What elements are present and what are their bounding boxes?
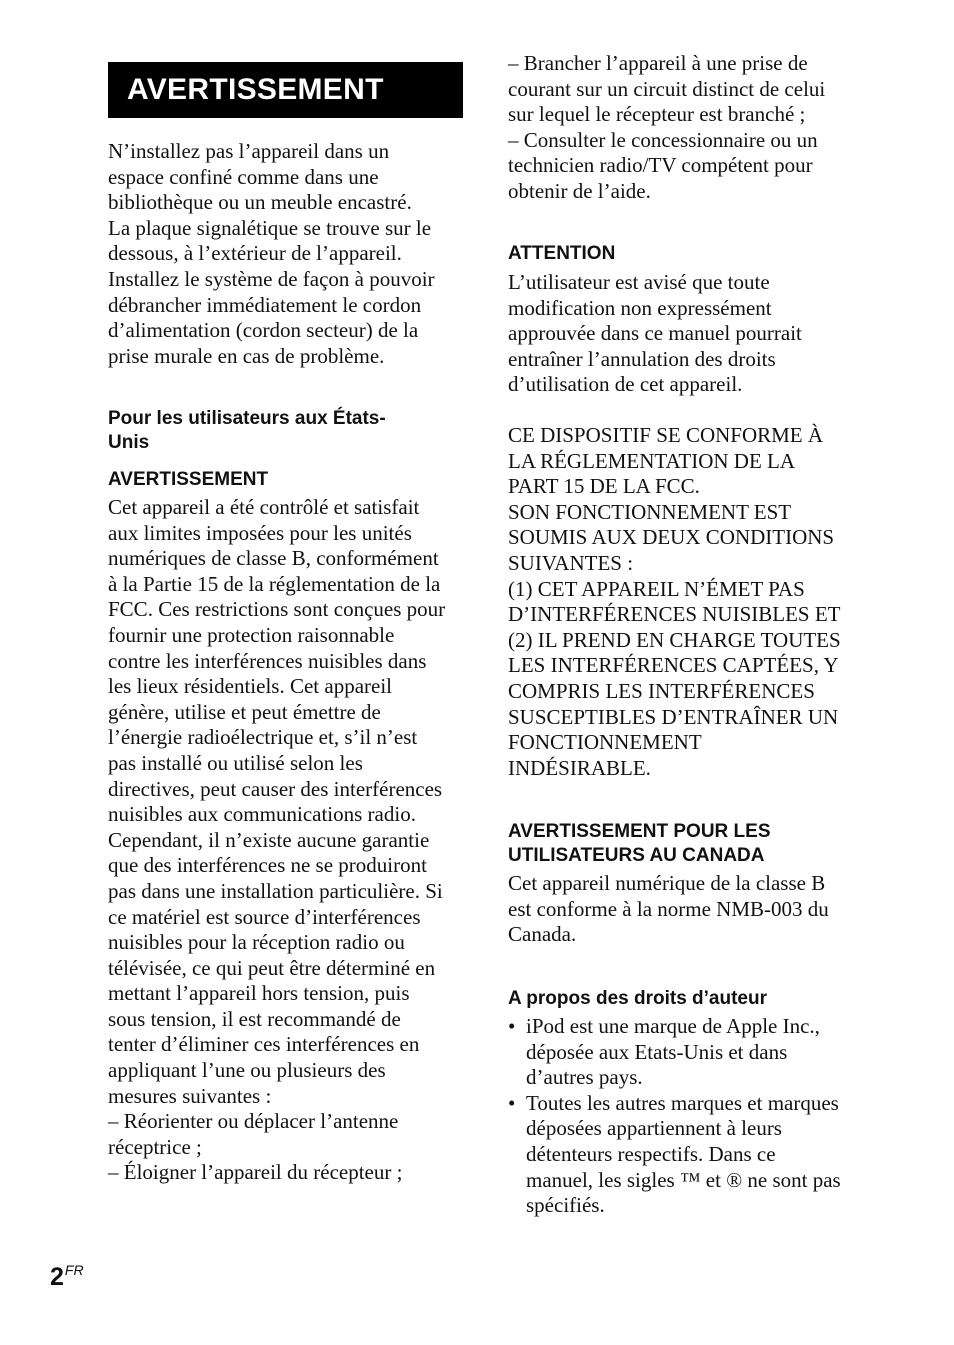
us-section (108, 407, 488, 455)
copyright-list (508, 1014, 888, 1219)
intro-text: N’installez pas l’appareil dans un espace confiné comme dans une bibliothèque ou un meuble encastré. La plaque signalétique se trouve sur le dessous, à l’extérieur de l’appareil. Installez le système de façon à pouvoir débrancher immédiatement le cordon d’alimentation (cordon secteur) de la prise murale en cas de problème. (108, 139, 435, 368)
attention-heading: ATTENTION (508, 243, 616, 264)
list-item (508, 1091, 888, 1219)
page-number (50, 1262, 84, 1292)
us-body: Cet appareil a été contrôlé et satisfait aux limites imposées pour les unités numériques de classe B, conformément à la Partie 15 de la réglementation de la FCC. Ces restrictions sont conçues pour fournir une protection raisonnable contre les interférences nuisibles dans les lieux résidentiels. Cet appareil génère, utilise et peut émettre de l’énergie radioélectrique et, s’il n’est pas installé ou utilisé selon les directives, peut causer des interférences nuisibles aux communications radio. Cependant, il n’existe aucune garantie que des interférences ne se produiront pas dans une installation particulière. Si ce matériel est source d’interférences nuisibles pour la réception radio ou télévisée, ce qui peut être déterminé en mettant l’appareil hors tension, puis sous tension, il est recommandé de tenter d’éliminer ces interférences en appliquant l’une ou plusieurs des mesures suivantes : – Réorienter ou déplacer l’antenne réceptrice ; – Éloigner l’appareil du récepteur ; (108, 495, 446, 1185)
attention-section (508, 242, 888, 266)
us-body-block (108, 495, 488, 1186)
canada-section (508, 820, 888, 868)
list-item-text: iPod est une marque de Apple Inc., déposée aux Etats-Unis et dans d’autres pays. (526, 1014, 820, 1090)
list-item (508, 1014, 888, 1091)
attention-body-block (508, 270, 888, 398)
us-warning (108, 468, 488, 492)
attention-body: L’utilisateur est avisé que toute modification non expressément approuvée dans ce manuel pourrait entraîner l’annulation des droits d’utilisation de cet appareil. (508, 270, 802, 397)
canada-body: Cet appareil numérique de la classe B est conforme à la norme NMB-003 du Canada. (508, 871, 829, 947)
page-number-value: 2 (50, 1263, 64, 1291)
copyright-section (508, 987, 888, 1011)
canada-body-block (508, 871, 888, 948)
bullet-icon: • (508, 1014, 516, 1038)
canada-heading: AVERTISSEMENT POUR LES UTILISATEURS AU CANADA (508, 821, 771, 866)
copyright-heading: A propos des droits d’auteur (508, 988, 767, 1009)
fcc-statement: CE DISPOSITIF SE CONFORME À LA RÉGLEMENTATION DE LA PART 15 DE LA FCC. SON FONCTIONNEMENT EST SOUMIS AUX DEUX CONDITIONS SUIVANTES : (1) CET APPAREIL N’ÉMET PAS D’INTERFÉRENCES NUISIBLES ET (2) IL PREND EN CHARGE TOUTES LES INTERFÉRENCES CAPTÉES, Y COMPRIS LES INTERFÉRENCES SUSCEPTIBLES D’ENTRAÎNER UN FONCTIONNEMENT INDÉSIRABLE. (508, 423, 841, 780)
page-title-banner (108, 62, 463, 118)
copyright-list-block (508, 1014, 888, 1219)
intro-paragraph (108, 139, 488, 369)
us-heading: Pour les utilisateurs aux États- Unis (108, 408, 386, 453)
continuation-block (508, 51, 888, 205)
bullet-icon: • (508, 1090, 516, 1115)
page-title: AVERTISSEMENT (127, 73, 384, 106)
list-item-text: Toutes les autres marques et marques déposées appartiennent à leurs détenteurs respectifs. Dans ce manuel, les sigles ™ et ® ne sont pas spécifiés. (526, 1090, 841, 1218)
continuation-text: – Brancher l’appareil à une prise de courant sur un circuit distinct de celui sur lequel le récepteur est branché ; – Consulter le concessionnaire ou un technicien radio/TV compétent pour obtenir de l’aide. (508, 51, 826, 203)
page-language: FR (64, 1262, 84, 1278)
fcc-statement-block (508, 423, 888, 781)
us-subheading: AVERTISSEMENT (108, 469, 269, 490)
